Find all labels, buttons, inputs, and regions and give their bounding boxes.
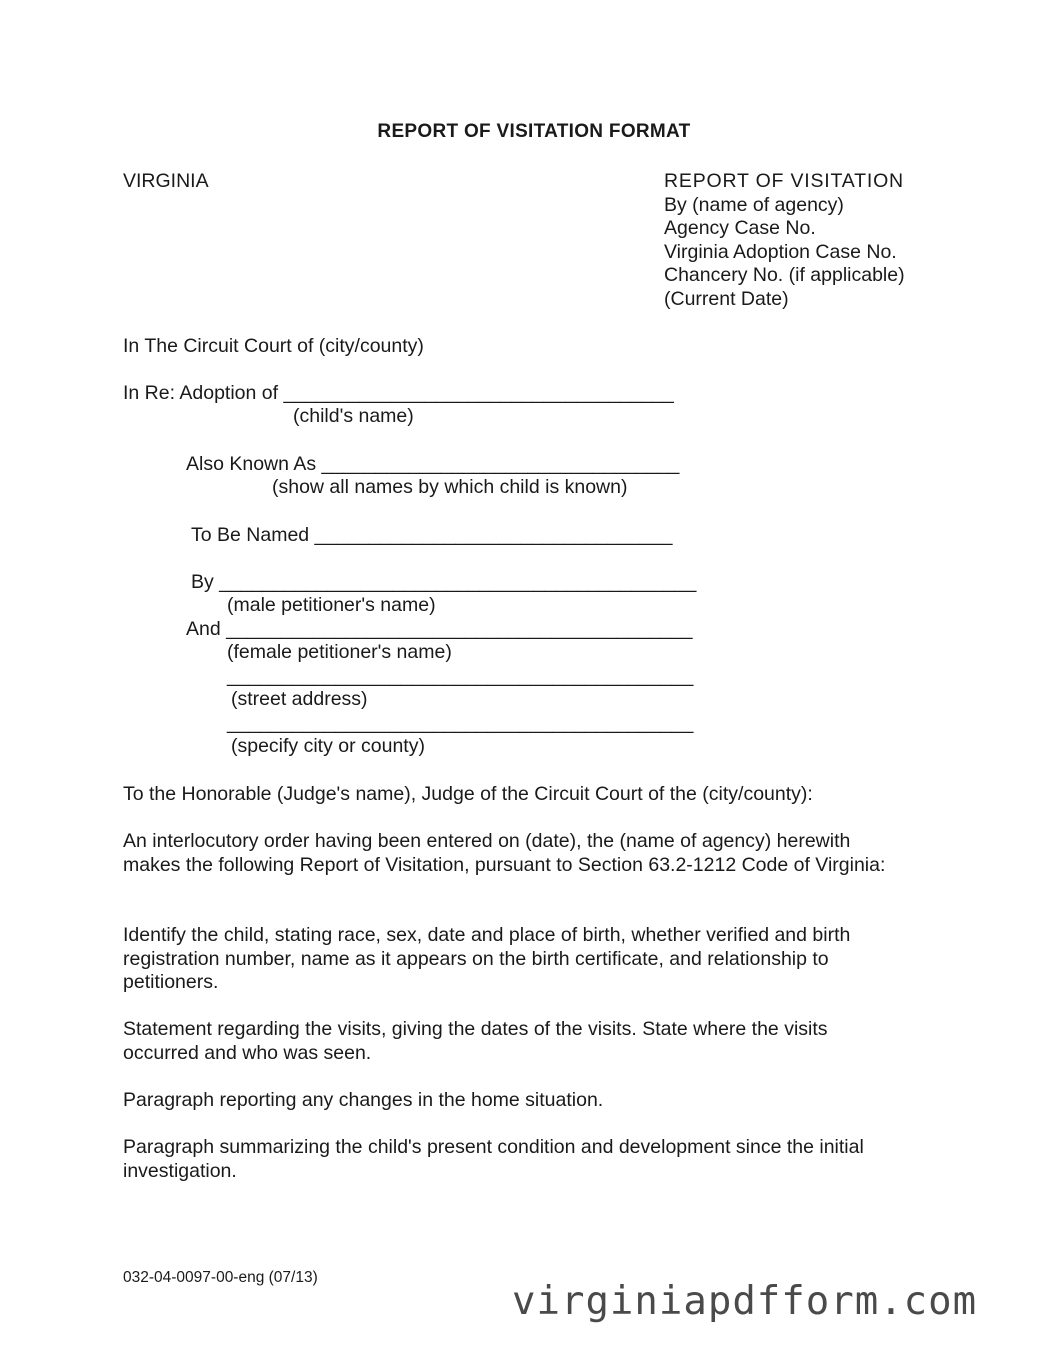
childs-name-caption: (child's name)	[293, 405, 414, 427]
to-be-named-line: To Be Named _________________________________	[191, 524, 673, 546]
document-title: REPORT OF VISITATION FORMAT	[377, 121, 691, 142]
male-petitioner-caption: (male petitioner's name)	[227, 594, 436, 616]
by-petitioner-line: By ____________________________________________	[191, 571, 697, 593]
child-condition-paragraph: Paragraph summarizing the child's present condition and development since the initial investigation.	[123, 1136, 864, 1182]
interlocutory-order-paragraph: An interlocutory order having been entered on (date), the (name of agency) herewith makes the following Report of Visitation, pursuant to Section 63.2-1212 Code of Virginia:	[123, 830, 886, 876]
identify-child-paragraph: Identify the child, stating race, sex, date and place of birth, whether verified and birth registration number, name as it appears on the birth certificate, and relationship to petitioners.	[123, 924, 851, 993]
agency-case-line: Agency Case No.	[664, 217, 816, 239]
street-address-line: ___________________________________________	[227, 665, 694, 687]
state-name: VIRGINIA	[123, 170, 209, 192]
report-heading: REPORT OF VISITATION	[664, 170, 904, 192]
current-date-line: (Current Date)	[664, 287, 789, 310]
home-changes-paragraph: Paragraph reporting any changes in the home situation.	[123, 1089, 604, 1111]
aka-caption: (show all names by which child is known)	[272, 476, 628, 498]
report-header-block	[664, 170, 905, 311]
watermark: virginiapdfform.com	[512, 1279, 978, 1324]
street-address-caption: (street address)	[231, 688, 368, 710]
and-petitioner-line: And ___________________________________________	[186, 618, 693, 640]
visits-statement-paragraph: Statement regarding the visits, giving the dates of the visits. State where the visits occurred and who was seen.	[123, 1018, 828, 1064]
city-county-caption: (specify city or county)	[231, 735, 425, 757]
agency-name-line: By (name of agency)	[664, 193, 844, 216]
adoption-case-line: Virginia Adoption Case No.	[664, 240, 897, 263]
form-code: 032-04-0097-00-eng (07/13)	[123, 1269, 318, 1286]
also-known-as-line: Also Known As _________________________________	[186, 453, 680, 475]
honorable-judge-paragraph: To the Honorable (Judge's name), Judge of the Circuit Court of the (city/county):	[123, 783, 813, 805]
female-petitioner-caption: (female petitioner's name)	[227, 641, 452, 663]
chancery-line: Chancery No. (if applicable)	[664, 264, 905, 286]
in-re-adoption-line: In Re: Adoption of ____________________________________	[123, 382, 674, 404]
city-county-line: ___________________________________________	[227, 712, 694, 734]
circuit-court-line: In The Circuit Court of (city/county)	[123, 335, 424, 357]
